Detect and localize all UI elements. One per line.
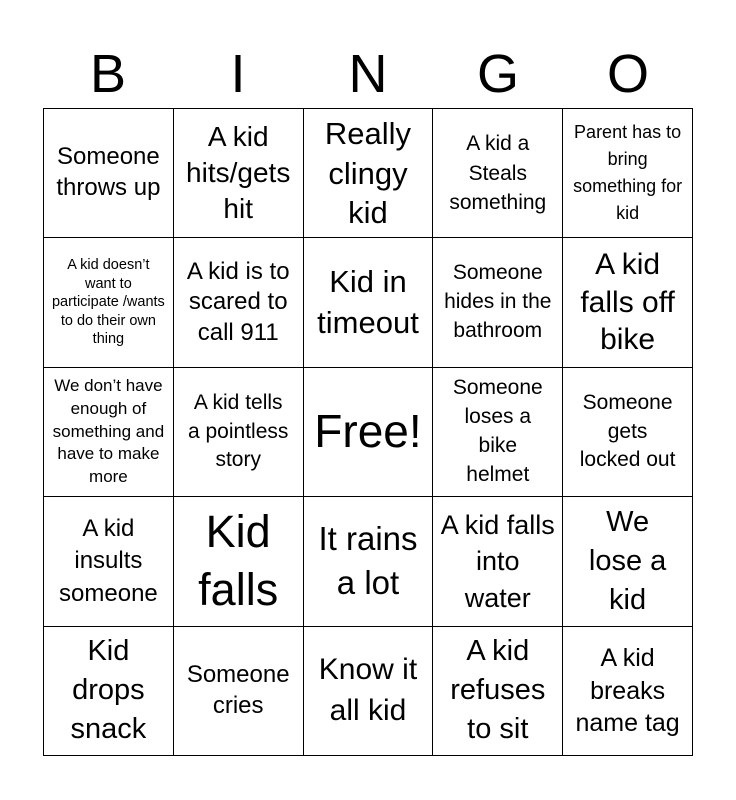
bingo-cell-n1[interactable] xyxy=(304,109,434,238)
bingo-cell-text: A kid doesn’t want to participate /wants to do their own thing xyxy=(51,257,165,348)
bingo-cell-o1[interactable] xyxy=(563,109,693,238)
bingo-cell-o3[interactable] xyxy=(563,368,693,497)
bingo-cell-b4[interactable] xyxy=(44,497,174,626)
bingo-cell-text: Kid falls xyxy=(198,505,279,616)
bingo-cell-g4[interactable] xyxy=(433,497,563,626)
bingo-cell-text: A kid falls into water xyxy=(440,509,555,613)
bingo-cell-n4[interactable] xyxy=(304,497,434,626)
bingo-cell-o5[interactable] xyxy=(563,627,693,756)
bingo-cell-n5[interactable] xyxy=(304,627,434,756)
bingo-cell-text: Someone gets locked out xyxy=(579,390,676,472)
bingo-cell-text: Someone loses a bike helmet xyxy=(452,376,543,486)
bingo-cell-text: Really clingy kid xyxy=(324,116,412,230)
bingo-cell-i4[interactable] xyxy=(174,497,304,626)
free-space-label: Free! xyxy=(314,405,422,458)
bingo-cell-n2[interactable] xyxy=(304,238,434,367)
bingo-cell-text: A kid a Steals something xyxy=(449,132,547,214)
header-letter-b: B xyxy=(89,44,127,104)
bingo-cell-o4[interactable] xyxy=(563,497,693,626)
bingo-cell-text: A kid is to scared to call 911 xyxy=(186,257,290,346)
bingo-header xyxy=(43,40,693,108)
bingo-cell-i1[interactable] xyxy=(174,109,304,238)
bingo-cell-text: Parent has to bring something for kid xyxy=(573,122,683,224)
bingo-cell-g1[interactable] xyxy=(433,109,563,238)
bingo-cell-i3[interactable] xyxy=(174,368,304,497)
bingo-cell-text: A kid breaks name tag xyxy=(575,644,680,738)
bingo-cell-i2[interactable] xyxy=(174,238,304,367)
bingo-cell-b5[interactable] xyxy=(44,627,174,756)
bingo-cell-text: A kid insults someone xyxy=(59,514,158,607)
bingo-cell-free[interactable] xyxy=(304,368,434,497)
bingo-cell-text: Someone throws up xyxy=(56,143,161,202)
bingo-cell-text: We lose a kid xyxy=(588,505,667,616)
bingo-cell-b3[interactable] xyxy=(44,368,174,497)
bingo-cell-text: A kid tells a pointless story xyxy=(187,390,289,472)
bingo-cell-o2[interactable] xyxy=(563,238,693,367)
bingo-cell-g2[interactable] xyxy=(433,238,563,367)
header-letter-o: O xyxy=(606,44,649,104)
bingo-cell-text: A kid falls off bike xyxy=(580,248,675,357)
header-letter-g: G xyxy=(476,44,519,104)
bingo-cell-text: A kid hits/gets hit xyxy=(186,120,291,225)
bingo-cell-text: It rains a lot xyxy=(318,519,418,602)
bingo-grid xyxy=(43,108,693,756)
bingo-cell-text: Kid drops snack xyxy=(70,635,147,746)
header-letter-i: I xyxy=(230,44,246,104)
bingo-cell-i5[interactable] xyxy=(174,627,304,756)
bingo-cell-text: Kid in timeout xyxy=(317,264,419,340)
header-letter-n: N xyxy=(348,44,388,104)
bingo-cell-text: Know it all kid xyxy=(318,653,418,727)
bingo-cell-text: Someone hides in the bathroom xyxy=(444,261,552,343)
bingo-cell-text: We don’t have enough of something and have to make more xyxy=(52,375,165,487)
bingo-cell-text: A kid refuses to sit xyxy=(450,635,546,746)
bingo-cell-g5[interactable] xyxy=(433,627,563,756)
bingo-cell-b1[interactable] xyxy=(44,109,174,238)
bingo-cell-text: Someone cries xyxy=(186,661,290,719)
bingo-cell-g3[interactable] xyxy=(433,368,563,497)
bingo-cell-b2[interactable] xyxy=(44,238,174,367)
